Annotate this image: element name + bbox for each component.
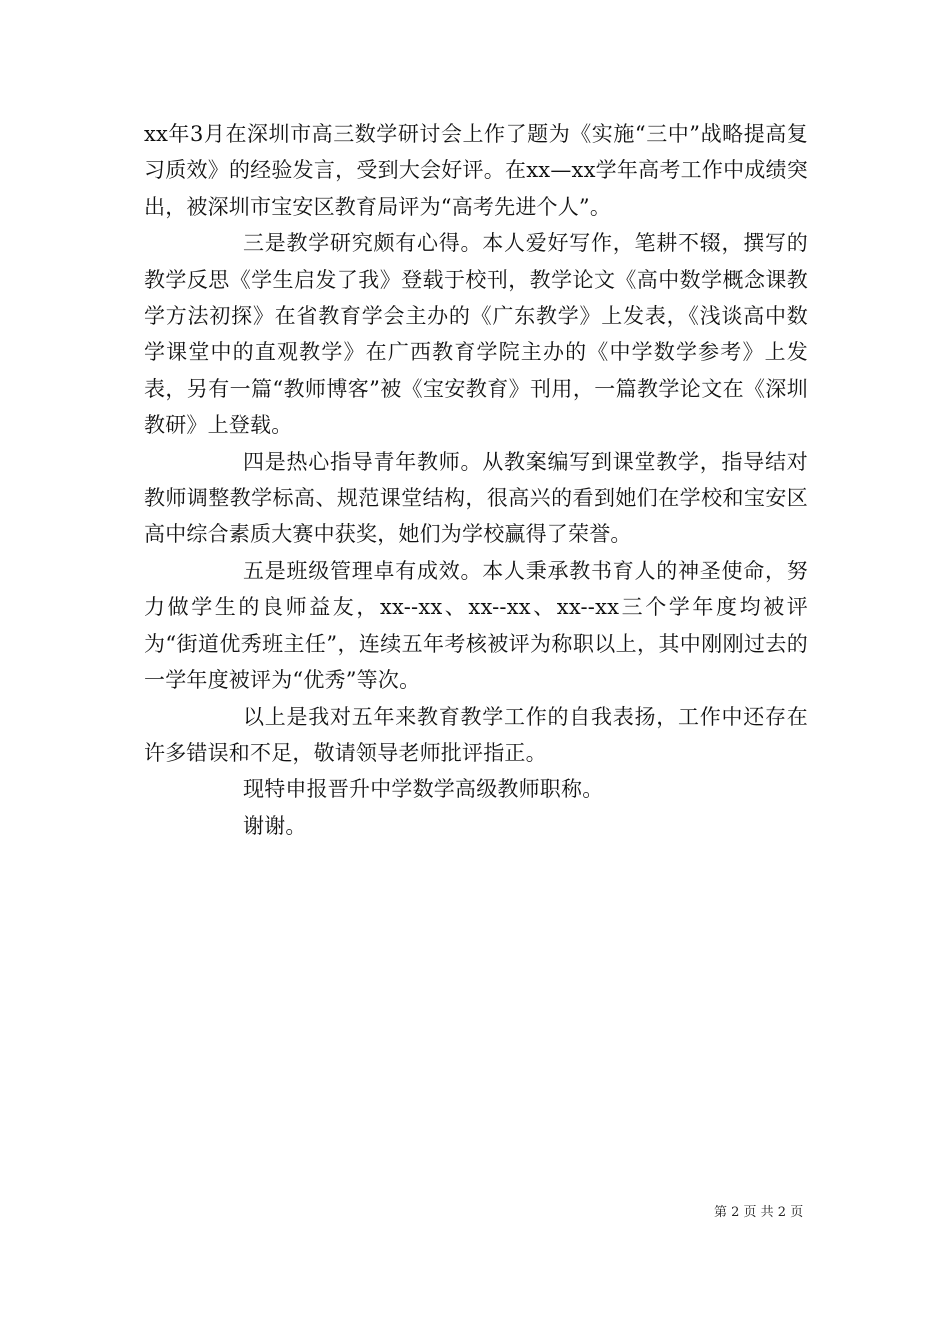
page-number: 第 2 页 共 2 页: [714, 1205, 804, 1220]
paragraph-research: 三是教学研究颇有心得。本人爱好写作，笔耕不辍，撰写的教学反思《学生启发了我》登载于校刊，教学论文《高中数学概念课教学方法初探》在省教育学会主办的《广东教学》上发表，《浅谈高中数学课堂中的直观教学》在广西教育学院主办的《中学数学参考》上发表，另有一篇“教师博客”被《宝安教育》刊用，一篇教学论文在《深圳教研》上登载。: [144, 231, 808, 438]
paragraph-conclusion: 以上是我对五年来教育教学工作的自我表扬，工作中还存在许多错误和不足，敬请领导老师批评指正。: [144, 704, 808, 765]
document-body: [144, 116, 808, 844]
paragraph-application: 现特申报晋升中学数学高级教师职称。: [243, 777, 604, 802]
paragraph-thanks: 谢谢。: [243, 813, 307, 838]
paragraph-mentoring: 四是热心指导青年教师。从教案编写到课堂教学，指导结对教师调整教学标高、规范课堂结构，很高兴的看到她们在学校和宝安区高中综合素质大赛中获奖，她们为学校赢得了荣誉。: [144, 449, 808, 547]
paragraph-continuation: xx年3月在深圳市高三数学研讨会上作了题为《实施“三中”战略提高复习质效》的经验发言，受到大会好评。在xx—xx学年高考工作中成绩突出，被深圳市宝安区教育局评为“高考先进个人”。: [144, 122, 808, 219]
paragraph-class-management: 五是班级管理卓有成效。本人秉承教书育人的神圣使命，努力做学生的良师益友，xx--xx、xx--xx、xx--xx三个学年度均被评为“街道优秀班主任”，连续五年考核被评为称职以上，其中刚刚过去的一学年度被评为“优秀”等次。: [144, 558, 808, 693]
